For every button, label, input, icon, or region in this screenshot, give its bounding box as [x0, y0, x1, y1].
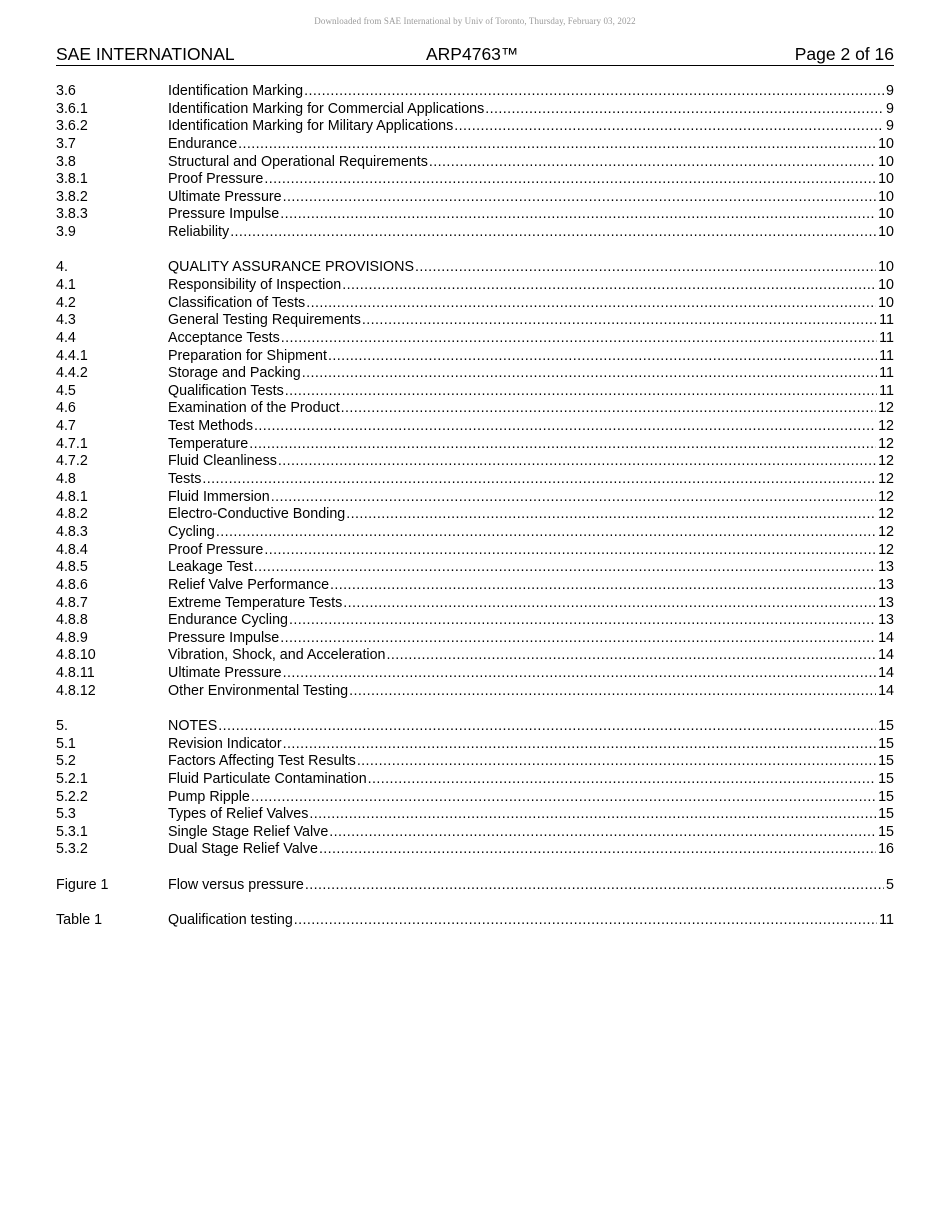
toc-entry-page: 12 — [878, 541, 894, 558]
toc-dot-leader — [283, 665, 876, 683]
toc-entry-number: 3.8.2 — [56, 188, 88, 205]
toc-entry-title: Flow versus pressure — [168, 876, 304, 893]
toc-entry-number: 3.6.1 — [56, 100, 88, 117]
toc-entry-title: Vibration, Shock, and Acceleration — [168, 647, 386, 664]
header-document-id: ARP4763™ — [426, 44, 519, 64]
toc-dot-leader — [254, 559, 876, 577]
toc-entry[interactable] — [56, 647, 894, 665]
toc-dot-leader — [271, 489, 876, 507]
toc-dot-leader — [238, 136, 876, 154]
toc-entry-number: 4. — [56, 259, 68, 276]
toc-entry-page: 15 — [878, 806, 894, 823]
toc-entry[interactable] — [56, 718, 894, 736]
toc-entry[interactable] — [56, 595, 894, 613]
toc-entry[interactable] — [56, 83, 894, 101]
toc-entry-number: 4.8 — [56, 471, 76, 488]
toc-entry-number: 3.6.2 — [56, 118, 88, 135]
toc-dot-leader — [415, 259, 876, 277]
toc-entry-number: 4.8.11 — [56, 665, 95, 682]
toc-entry[interactable] — [56, 683, 894, 701]
toc-entry-number: 4.3 — [56, 312, 76, 329]
toc-entry-title: Identification Marking for Military Applications — [168, 118, 454, 135]
toc-dot-leader — [283, 736, 876, 754]
toc-entry-title: Ultimate Pressure — [168, 188, 282, 205]
toc-dot-leader — [281, 330, 877, 348]
toc-entry-page: 15 — [878, 823, 894, 840]
toc-dot-leader — [429, 154, 876, 172]
toc-entry-line — [168, 683, 894, 701]
toc-entry-page: 11 — [879, 382, 894, 399]
toc-entry[interactable] — [56, 471, 894, 489]
toc-entry-title: Fluid Immersion — [168, 488, 270, 505]
toc-entry-line — [168, 841, 894, 859]
toc-entry-number: 4.8.10 — [56, 647, 96, 664]
toc-entry-page: 12 — [878, 400, 894, 417]
toc-entry-line — [168, 118, 894, 136]
toc-entry-number: 4.8.2 — [56, 506, 88, 523]
header-page-number: Page 2 of 16 — [794, 44, 894, 64]
toc-entry[interactable] — [56, 418, 894, 436]
toc-entry[interactable] — [56, 665, 894, 683]
toc-dot-leader — [349, 683, 876, 701]
toc-entry-page: 12 — [878, 523, 894, 540]
toc-entry[interactable] — [56, 118, 894, 136]
toc-entry-title: Acceptance Tests — [168, 329, 280, 346]
toc-entry[interactable] — [56, 312, 894, 330]
toc-dot-leader — [280, 206, 876, 224]
toc-entry[interactable] — [56, 736, 894, 754]
toc-entry-title: Temperature — [168, 435, 249, 452]
toc-entry[interactable] — [56, 295, 894, 313]
toc-entry-number: 4.8.6 — [56, 576, 88, 593]
toc-entry-line — [168, 665, 894, 683]
toc-entry-line — [168, 489, 894, 507]
toc-entry[interactable] — [56, 206, 894, 224]
toc-entry-line — [168, 101, 894, 119]
toc-entry-page: 10 — [878, 259, 894, 276]
toc-entry-title: Qualification testing — [168, 911, 293, 928]
toc-entry[interactable] — [56, 489, 894, 507]
toc-entry-page: 11 — [879, 347, 894, 364]
toc-dot-leader — [319, 841, 876, 859]
toc-entry-page: 5 — [886, 876, 894, 893]
toc-entry-title: Proof Pressure — [168, 541, 264, 558]
toc-entry[interactable] — [56, 189, 894, 207]
toc-entry-title: Test Methods — [168, 418, 254, 435]
toc-entry-number: 4.4 — [56, 329, 76, 346]
toc-entry[interactable] — [56, 400, 894, 418]
toc-entry-line — [168, 595, 894, 613]
toc-section-group — [56, 912, 894, 930]
toc-dot-leader — [249, 436, 876, 454]
toc-entry-page: 10 — [878, 206, 894, 223]
toc-dot-leader — [305, 877, 884, 895]
toc-entry-page: 10 — [878, 277, 894, 293]
toc-entry-line — [168, 806, 894, 824]
toc-entry-number: 4.7.1 — [56, 435, 88, 452]
toc-entry-number: 4.4.1 — [56, 347, 88, 364]
toc-entry-line — [168, 912, 894, 930]
toc-entry-title: Fluid Particulate Contamination — [168, 770, 367, 787]
toc-entry-page: 12 — [878, 506, 894, 523]
toc-dot-leader — [343, 595, 876, 613]
toc-entry-line — [168, 312, 894, 330]
toc-entry-line — [168, 524, 894, 542]
toc-entry[interactable] — [56, 171, 894, 189]
toc-entry[interactable] — [56, 612, 894, 630]
toc-dot-leader — [328, 348, 877, 366]
toc-entry-title: Storage and Packing — [168, 365, 301, 382]
toc-entry-line — [168, 295, 894, 313]
toc-entry[interactable] — [56, 224, 894, 242]
toc-entry-page: 11 — [879, 312, 894, 329]
toc-entry[interactable] — [56, 365, 894, 383]
toc-entry-number: 4.8.8 — [56, 612, 88, 629]
toc-entry-number: 4.7.2 — [56, 453, 88, 470]
toc-entry-page: 13 — [878, 559, 894, 576]
toc-entry-number: 5.3.1 — [56, 823, 88, 840]
toc-entry[interactable] — [56, 348, 894, 366]
toc-entry-title: QUALITY ASSURANCE PROVISIONS — [168, 259, 415, 276]
toc-entry[interactable] — [56, 789, 894, 807]
toc-entry-number: 4.1 — [56, 277, 76, 293]
toc-section-group — [56, 877, 894, 895]
toc-entry-number: 4.8.5 — [56, 559, 88, 576]
toc-entry-title: Other Environmental Testing — [168, 682, 349, 699]
toc-entry-number: 4.2 — [56, 294, 76, 311]
toc-entry[interactable] — [56, 630, 894, 648]
toc-entry-page: 10 — [878, 188, 894, 205]
toc-entry-title: Endurance Cycling — [168, 612, 289, 629]
toc-entry-title: Extreme Temperature Tests — [168, 594, 343, 611]
toc-entry[interactable] — [56, 136, 894, 154]
toc-dot-leader — [341, 400, 876, 418]
toc-entry-line — [168, 224, 894, 242]
toc-entry-line — [168, 789, 894, 807]
toc-entry[interactable] — [56, 259, 894, 277]
toc-entry[interactable] — [56, 330, 894, 348]
toc-entry[interactable] — [56, 753, 894, 771]
toc-entry-number: 5.1 — [56, 735, 76, 752]
toc-entry[interactable] — [56, 101, 894, 119]
toc-dot-leader — [264, 542, 876, 560]
toc-entry-line — [168, 612, 894, 630]
toc-entry-number: 3.8 — [56, 153, 76, 170]
toc-entry-line — [168, 83, 894, 101]
toc-dot-leader — [264, 171, 876, 189]
toc-entry-title: Reliability — [168, 224, 230, 241]
toc-entry-line — [168, 418, 894, 436]
toc-dot-leader — [368, 771, 876, 789]
toc-entry-title: NOTES — [168, 717, 218, 734]
toc-section-group — [56, 259, 894, 700]
toc-entry-number: 5. — [56, 717, 68, 734]
toc-entry-page: 14 — [878, 629, 894, 646]
toc-entry[interactable] — [56, 154, 894, 172]
toc-entry-title: Single Stage Relief Valve — [168, 823, 329, 840]
toc-entry-page: 16 — [878, 841, 894, 858]
toc-entry[interactable] — [56, 877, 894, 895]
toc-entry-title: Identification Marking for Commercial Applications — [168, 100, 485, 117]
toc-entry-title: Types of Relief Valves — [168, 806, 309, 823]
toc-entry-line — [168, 206, 894, 224]
toc-entry-number: 4.4.2 — [56, 365, 88, 382]
toc-entry-page: 12 — [878, 435, 894, 452]
toc-entry-number: 4.8.1 — [56, 488, 88, 505]
toc-entry-number: 4.8.9 — [56, 629, 88, 646]
toc-entry-title: Revision Indicator — [168, 735, 282, 752]
toc-entry-line — [168, 753, 894, 771]
toc-entry-page: 15 — [878, 717, 894, 734]
toc-entry-line — [168, 736, 894, 754]
toc-entry-title: Factors Affecting Test Results — [168, 753, 356, 770]
toc-entry-line — [168, 542, 894, 560]
toc-entry-line — [168, 718, 894, 736]
toc-entry[interactable] — [56, 559, 894, 577]
toc-entry-line — [168, 400, 894, 418]
toc-entry-number: 3.9 — [56, 224, 76, 241]
toc-entry-page: 9 — [886, 83, 894, 99]
toc-entry-line — [168, 630, 894, 648]
toc-entry-line — [168, 348, 894, 366]
toc-entry-line — [168, 189, 894, 207]
toc-entry-number: Table 1 — [56, 911, 103, 928]
page-header — [56, 43, 894, 66]
toc-entry-number: 4.8.4 — [56, 541, 88, 558]
toc-dot-leader — [294, 912, 877, 930]
toc-entry-page: 12 — [878, 471, 894, 488]
toc-entry-line — [168, 136, 894, 154]
toc-entry-number: 4.6 — [56, 400, 76, 417]
toc-entry-number: 3.7 — [56, 135, 76, 152]
toc-entry-line — [168, 771, 894, 789]
toc-entry-title: Endurance — [168, 135, 238, 152]
toc-entry-line — [168, 383, 894, 401]
toc-entry-title: Pressure Impulse — [168, 206, 280, 223]
toc-entry-title: General Testing Requirements — [168, 312, 361, 329]
toc-entry-page: 13 — [878, 612, 894, 629]
toc-entry-line — [168, 330, 894, 348]
toc-entry-page: 10 — [878, 294, 894, 311]
toc-entry-title: Examination of the Product — [168, 400, 340, 417]
toc-entry-page: 15 — [878, 735, 894, 752]
toc-entry-title: Responsibility of Inspection — [168, 277, 342, 293]
toc-entry-line — [168, 647, 894, 665]
header-organization: SAE INTERNATIONAL — [56, 44, 235, 64]
toc-entry-line — [168, 877, 894, 895]
toc-dot-leader — [454, 118, 884, 136]
toc-entry-title: Ultimate Pressure — [168, 665, 282, 682]
toc-dot-leader — [342, 277, 876, 295]
toc-entry-line — [168, 436, 894, 454]
toc-dot-leader — [280, 630, 876, 648]
toc-entry-page: 9 — [886, 100, 894, 117]
toc-entry-number: 3.6 — [56, 83, 76, 99]
toc-entry-line — [168, 171, 894, 189]
toc-entry-page: 15 — [878, 753, 894, 770]
toc-entry[interactable] — [56, 841, 894, 859]
toc-entry[interactable] — [56, 506, 894, 524]
toc-entry-line — [168, 559, 894, 577]
toc-entry-page: 14 — [878, 682, 894, 699]
toc-dot-leader — [485, 101, 884, 119]
toc-entry-title: Cycling — [168, 523, 215, 540]
toc-entry-line — [168, 277, 894, 295]
toc-entry-line — [168, 365, 894, 383]
toc-entry-page: 9 — [886, 118, 894, 135]
toc-entry-number: 5.3.2 — [56, 841, 88, 858]
toc-entry[interactable] — [56, 824, 894, 842]
toc-entry-line — [168, 453, 894, 471]
toc-entry-number: 4.7 — [56, 418, 76, 435]
toc-dot-leader — [218, 718, 876, 736]
toc-dot-leader — [254, 418, 876, 436]
toc-entry-number: 3.8.3 — [56, 206, 88, 223]
toc-entry-number: 4.5 — [56, 382, 76, 399]
toc-dot-leader — [346, 506, 876, 524]
toc-entry-title: Preparation for Shipment — [168, 347, 327, 364]
toc-dot-leader — [357, 753, 876, 771]
toc-entry-page: 10 — [878, 135, 894, 152]
toc-entry-page: 12 — [878, 488, 894, 505]
toc-dot-leader — [306, 295, 876, 313]
toc-entry-title: Structural and Operational Requirements — [168, 153, 428, 170]
toc-entry-page: 15 — [878, 788, 894, 805]
toc-entry-title: Pump Ripple — [168, 788, 250, 805]
toc-dot-leader — [302, 365, 877, 383]
toc-dot-leader — [283, 189, 876, 207]
toc-entry[interactable] — [56, 771, 894, 789]
toc-entry-page: 15 — [878, 770, 894, 787]
toc-entry-page: 14 — [878, 665, 894, 682]
toc-section-group — [56, 83, 894, 242]
toc-entry-line — [168, 471, 894, 489]
toc-entry-page: 14 — [878, 647, 894, 664]
toc-entry[interactable] — [56, 806, 894, 824]
toc-entry-title: Dual Stage Relief Valve — [168, 841, 318, 858]
toc-entry[interactable] — [56, 453, 894, 471]
toc-entry-title: Tests — [168, 471, 202, 488]
toc-entry[interactable] — [56, 912, 894, 930]
toc-entry-number: 4.8.7 — [56, 594, 88, 611]
toc-entry-title: Electro-Conductive Bonding — [168, 506, 346, 523]
toc-dot-leader — [251, 789, 876, 807]
toc-dot-leader — [289, 612, 876, 630]
toc-entry-title: Qualification Tests — [168, 382, 284, 399]
toc-entry-number: 4.8.3 — [56, 523, 88, 540]
download-watermark: Downloaded from SAE International by Univ of Toronto, Thursday, February 03, 2022 — [314, 16, 636, 26]
toc-entry[interactable] — [56, 383, 894, 401]
toc-entry-number: 5.2.1 — [56, 770, 88, 787]
toc-entry-page: 11 — [879, 911, 894, 928]
toc-entry[interactable] — [56, 277, 894, 295]
toc-dot-leader — [309, 806, 876, 824]
toc-entry-page: 12 — [878, 453, 894, 470]
toc-entry-line — [168, 259, 894, 277]
toc-entry[interactable] — [56, 542, 894, 560]
toc-entry-line — [168, 154, 894, 172]
toc-entry-title: Relief Valve Performance — [168, 576, 330, 593]
toc-entry-title: Proof Pressure — [168, 171, 264, 188]
toc-dot-leader — [202, 471, 876, 489]
toc-entry-title: Classification of Tests — [168, 294, 306, 311]
toc-dot-leader — [330, 577, 876, 595]
toc-entry-page: 13 — [878, 576, 894, 593]
toc-dot-leader — [387, 647, 877, 665]
toc-entry-number: Figure 1 — [56, 876, 109, 893]
toc-entry-page: 10 — [878, 153, 894, 170]
toc-entry-page: 11 — [879, 365, 894, 382]
toc-dot-leader — [362, 312, 877, 330]
toc-section-group — [56, 718, 894, 859]
toc-entry[interactable] — [56, 436, 894, 454]
toc-entry-number: 5.2 — [56, 753, 76, 770]
toc-dot-leader — [304, 83, 884, 101]
toc-entry-title: Pressure Impulse — [168, 629, 280, 646]
toc-entry-number: 5.3 — [56, 806, 76, 823]
toc-dot-leader — [230, 224, 876, 242]
toc-dot-leader — [216, 524, 876, 542]
toc-dot-leader — [329, 824, 876, 842]
toc-entry-number: 4.8.12 — [56, 682, 96, 699]
toc-entry-page: 12 — [878, 418, 894, 435]
toc-entry-page: 13 — [878, 594, 894, 611]
toc-entry-title: Leakage Test — [168, 559, 253, 576]
toc-entry-line — [168, 506, 894, 524]
toc-entry[interactable] — [56, 577, 894, 595]
toc-entry[interactable] — [56, 524, 894, 542]
toc-entry-title: Identification Marking — [168, 83, 304, 99]
toc-entry-page: 10 — [878, 224, 894, 241]
toc-entry-page: 10 — [878, 171, 894, 188]
toc-entry-title: Fluid Cleanliness — [168, 453, 277, 470]
toc-dot-leader — [278, 453, 876, 471]
toc-entry-number: 3.8.1 — [56, 171, 88, 188]
toc-entry-number: 5.2.2 — [56, 788, 88, 805]
toc-entry-line — [168, 824, 894, 842]
toc-entry-line — [168, 577, 894, 595]
table-of-contents — [56, 83, 894, 947]
toc-entry-page: 11 — [879, 329, 894, 346]
toc-dot-leader — [285, 383, 877, 401]
